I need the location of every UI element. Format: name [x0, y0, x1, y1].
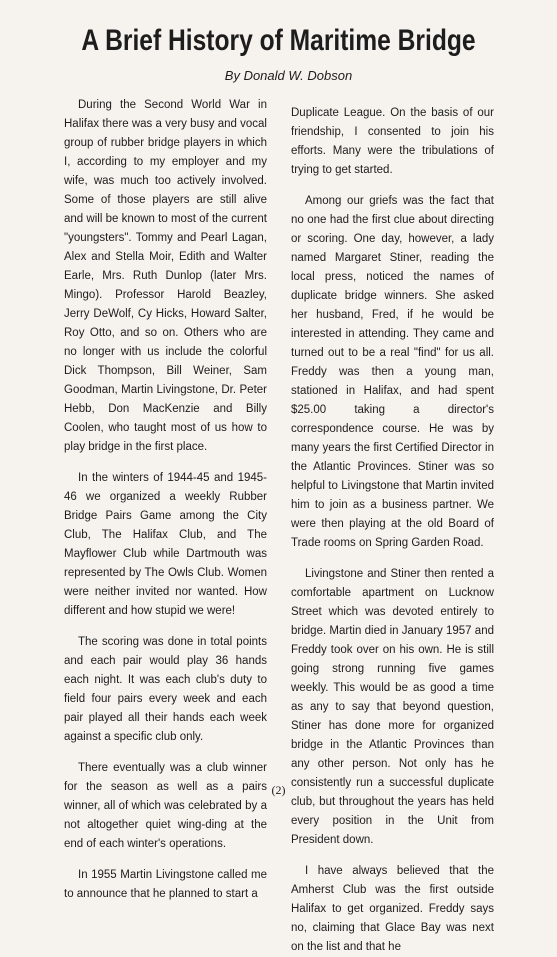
paragraph: In the winters of 1944-45 and 1945-46 we organized a weekly Rubber Bridge Pairs Game among the City Club, The Halifax Club, and The Mayflower Club while Dartmouth was represented by The Owls Club. Women were neither invited nor wanted. How different and how stupid we were! — [64, 472, 267, 617]
paragraph: The scoring was done in total points and each pair would play 36 hands each night. It was each club's duty to field four pairs every week and each pair played all their hands each week against a specific club only. — [64, 636, 267, 743]
page-title: A Brief History of Maritime Bridge — [81, 24, 476, 57]
right-column — [291, 96, 494, 953]
paragraph: In 1955 Martin Livingstone called me to announce that he planned to start a — [64, 869, 267, 900]
paragraph: Among our griefs was the fact that no one had the first clue about directing or scoring. One day, however, a lady named Margaret Stiner, reading the local press, noticed the names of duplicate bridge winners. She asked her husband, Fred, if he would be interested in attending. They came and turned out to be a real "find" for us all. Freddy was then a young man, stationed in Halifax, and had spent $25.00 taking a director's correspondence course. He was by many years the first Certified Director in the Atlantic Provinces. Stiner was so helpful to Livingstone that Martin invited him to join as a business partner. We were then playing at the old Board of Trade rooms on Spring Garden Road. — [291, 195, 494, 549]
paragraph: Duplicate League. On the basis of our friendship, I consented to join his efforts. Many were the tribulations of trying to get started. — [291, 107, 494, 176]
paragraph: I have always believed that the Amherst Club was the first outside Halifax to get organized. Freddy says no, claiming that Glace Bay was next on the list and that he — [291, 865, 494, 953]
paragraph: Livingstone and Stiner then rented a comfortable apartment on Lucknow Street which was devoted entirely to bridge. Martin died in January 1957 and Freddy took over on his own. He is still going strong running five games weekly. This would be as good a time as any to say that beyond question, Stiner has done more for organized bridge in the Atlantic Provinces than any other person. Not only has he consistently run a successful duplicate club, but throughout the years has held every position in the Unit from President down. — [291, 568, 494, 846]
byline: By Donald W. Dobson — [224, 68, 353, 83]
paragraph: There eventually was a club winner for the season as well as a pairs winner, all of which was celebrated by a not altogether quiet wing-ding at the end of each winter's operations. — [64, 762, 267, 850]
left-column — [64, 96, 267, 900]
page-number: (2) — [271, 783, 286, 797]
paragraph: During the Second World War in Halifax there was a very busy and vocal group of rubber bridge players in which I, according to my employer and my wife, was much too actively involved. Some of those players are still alive and will be known to most of the current "youngsters". Tommy and Pearl Lagan, Alex and Stella Moir, Edith and Walter Earle, Mrs. Ruth Dunlop (later Mrs. Mingo). Professor Harold Beazley, Jerry DeWolf, Cy Hicks, Howard Salter, Roy Otto, and so on. Others who are no longer with us include the colorful Dick Thompson, Bill Weiner, Sam Goodman, Martin Livingstone, Dr. Peter Hebb, Don MacKenzie and Billy Coolen, who taught most of us how to play bridge in the first place. — [64, 99, 267, 453]
article-body — [64, 96, 494, 953]
